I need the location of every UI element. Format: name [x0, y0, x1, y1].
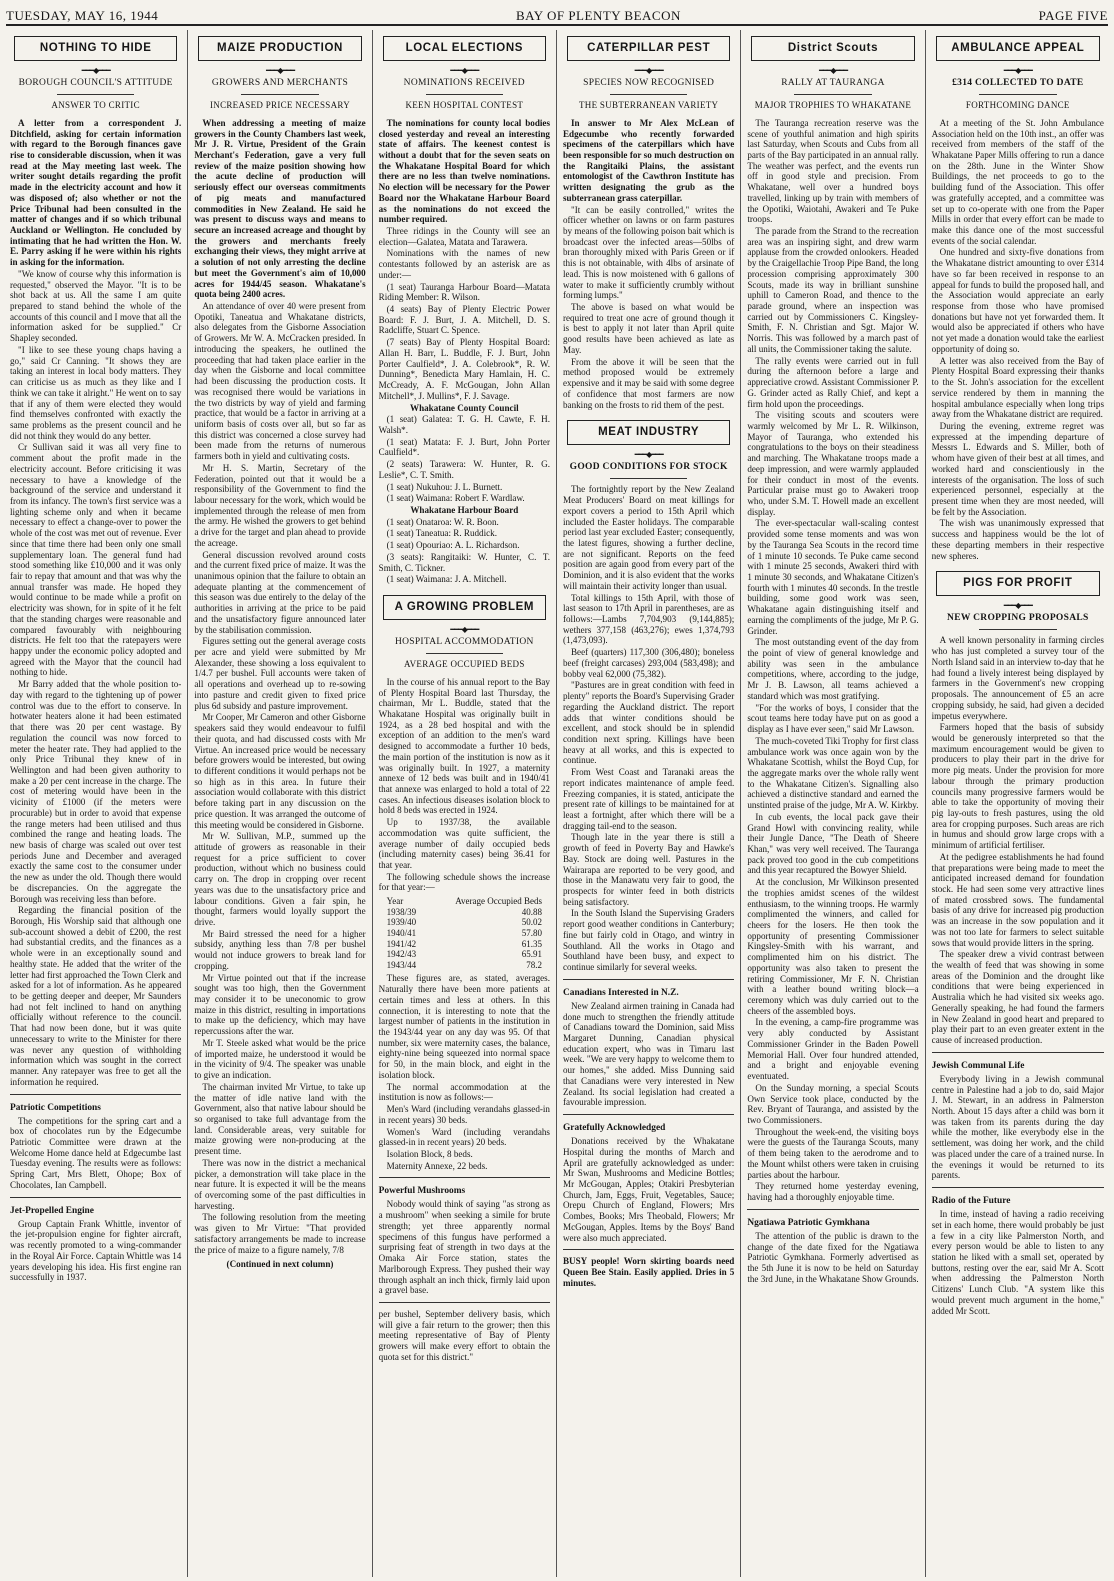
column-3 [373, 30, 557, 1577]
lead-paragraph: When addressing a meeting of maize growers in the County Chambers last week, Mr J. R. Virtue, President of the Grain Merchant's Federation, gave a very full review of the maize position showing how the acute decline of production will seriously effect our overseas commitments of pig meats and manufactured commodities in New Zealand. He said he was present to discuss ways and means to secure an increased acreage and thought by the growers and merchants freely exchanging their views, they might arrive at a solution of not only arresting the decline but meet the Government's aim of 10,000 acres for 1944/45 season. Whakatane's quota being 2400 acres. [194, 117, 366, 300]
lead-paragraph: The nominations for county local bodies closed yesterday and reveal an interesting state of affairs. The keenest contest is without a doubt that for the seven seats on the Whakatane Hospital Board for which there are no less than twelve nominations. No election will be necessary for the Power Board nor the Whakatane Harbour Board as the nominations do not exceed the number required. [378, 117, 550, 225]
brief-heading: Radio of the Future [931, 1196, 1011, 1207]
newspaper-page [4, 30, 1110, 1577]
paragraph: The Tauranga recreation reserve was the scene of youthful animation and high spirits last Saturday, when Scouts and Cubs from all parts of the Bay participated in an annual rally. The weather was perfect, and the events run off in good style and precision. From Whakatane, well over a hundred boys travelled, linking up by train with members of the Opotiki, Waiotahi, Awakeri and Te Puke troops. [747, 117, 919, 225]
divider-rule [563, 979, 734, 980]
table-cell: 1939/40 [386, 917, 417, 928]
paragraph: Nominations with the names of new contestants followed by an asterisk are as under:— [378, 248, 550, 280]
ornament: ━━━◆━━━ [265, 65, 295, 75]
paragraph: "I like to see these young chaps having a go," said Cr Canning. "It shows they are taking an interest in local body matters. They can criticise us as much as they like and I think we can take it alright." He went on to say that if any of them were elected they would find themselves confronted with exactly the same problems as the present council and he did not think they would do any better. [10, 344, 182, 441]
paragraph: The following schedule shows the increase for that year:— [378, 871, 550, 893]
paragraph: There was now in the district a mechanical picker, a demonstration will take place in the near future. It is expected it will be the means of overcoming some of the past difficulties in harvesting. [194, 1157, 366, 1211]
brief-heading: Gratefully Acknowledged [562, 1123, 666, 1134]
paragraph: (3 seats): Rangitaiki: W. Hunter, C. T. Smith, C. Tickner. [378, 551, 550, 573]
paragraph: Three ridings in the County will see an election—Galatea, Matata and Tarawera. [378, 226, 550, 247]
headline: PIGS FOR PROFIT [936, 571, 1100, 596]
paragraph: During the evening, extreme regret was expressed at the impending departure of Messrs L. Edwards and S. Miller, both of whom have given of their best at all times, and worked hard and conscientiously in the interests of the organisation. The loss of such experienced personnel, especially at the present time when they are most needed, will be felt by the Association. [931, 420, 1104, 517]
table-cell: 65.91 [521, 949, 542, 960]
divider-rule [379, 1177, 550, 1178]
paragraph: (1 seat) Taneatua: R. Ruddick. [386, 528, 497, 539]
lead-paragraph: In answer to Mr Alex McLean of Edgecumbe who recently forwarded specimens of the caterpillars which have been responsible for so much destruction on the Rangitaiki Plains, the assistant entomologist of the Cawthron Institute has written designating the grub as the subterranean grass caterpillar. [562, 117, 735, 203]
brief-text: The attention of the public is drawn to the change of the date fixed for the Ngatiawa Patriotic Gymkhana. Formerly advertised as the 5th June it is now to be held on Saturday the 3rd June, in the Whakatane Show Grounds. [747, 1230, 919, 1284]
subheading: THE SUBTERRANEAN VARIETY [578, 100, 719, 111]
headline: AMBULANCE APPEAL [936, 36, 1100, 61]
headline: District Scouts [751, 36, 914, 61]
subheading: INCREASED PRICE NECESSARY [209, 100, 350, 111]
deck: SPECIES NOW RECOGNISED [583, 78, 715, 88]
table-cell: 1938/39 [386, 906, 417, 917]
divider-rule [979, 629, 1057, 630]
paragraph: (1 seat) Onataroa: W. R. Boon. [386, 516, 499, 527]
paragraph: Mr Virtue pointed out that if the increase sought was too high, then the Government may consider it to be uneconomic to grow maize in this district, resulting in importations to make up the deficiency, which may have repercussions after the war. [194, 972, 366, 1037]
column-6 [926, 30, 1110, 1577]
headline: MAIZE PRODUCTION [198, 36, 361, 61]
table-row [387, 907, 542, 918]
ornament: ━━━◆━━━ [1003, 600, 1032, 610]
continued-text: per bushel, September delivery basis, which will give a fair return to the grower; then this meeting representative of Bay of Plenty growers will make every effort to obtain the quota set for this district." [378, 1308, 550, 1362]
ornament: ━━━◆━━━ [1003, 65, 1032, 75]
table-cell: 50.02 [521, 917, 542, 928]
paragraph: (1 seat) Tauranga Harbour Board—Matata Riding Member: R. Wilson. [378, 281, 550, 303]
paragraph: A well known personality in farming circles who has just completed a survey tour of the North Island said in an interview to-day that he had found a lively interest being displayed by farmers in the Government's new cropping proposals. The announcement of £5 an acre cropping subsidy, he said, had given a decided impetus everywhere. [931, 635, 1104, 721]
table-cell: 1941/42 [386, 938, 417, 949]
divider-rule [979, 94, 1057, 95]
paragraph: Women's Ward (including verandahs glassed-in in recent years) 20 beds. [378, 1126, 550, 1148]
table-cell: 57.80 [521, 928, 542, 939]
brief-text: In time, instead of having a radio receiving set in each home, there would probably be just a few in a city like Palmerston North, and every person would be able to listen to any station he liked with a small set, operated by buttons, resting over the ear, said Mr A. Scott when addressing the Palmerston North Citizens' Lunch Club. "A system like this would prevent much argument in the home," added Mr Scott. [931, 1209, 1104, 1316]
paragraph: They returned home yesterday evening, having had a thoroughly enjoyable time. [747, 1181, 919, 1202]
paragraph: (1 seat) Waimana: Robert F. Wardlaw. [386, 493, 525, 504]
masthead [6, 4, 1108, 26]
paragraph: The speaker drew a vivid contrast between the wealth of feed that was showing in some areas of the Dominion and the drought like conditions that were being experienced in Australia which he had visited six weeks ago. Generally speaking, he had found the farmers in New Zealand in good heart and prepared to play their part to an even greater extent in the cause of increased production. [931, 949, 1104, 1046]
beds-table [387, 896, 542, 970]
paragraph: The ever-spectacular wall-scaling contest provided some tense moments and was won by the Tauranga Sea Scouts in the record time of 1 minute 10 seconds. Te Puke came second with 1 minute 25 seconds, Awakeri third with 1 minute 30 seconds, and Whakatane Citizen's fourth with 1 minutes 40 seconds. In the trestle building, some good work was seen, Whakatane again distinguishing itself and earning the compliments of the judge, Mr P. G. Grinder. [747, 518, 919, 636]
paragraph: (1 seat) Opouriao: A. L. Richardson. [386, 540, 520, 551]
column-5 [741, 30, 925, 1577]
paragraph: Mr W. Sullivan, M.P., summed up the attitude of growers as reasonable in their request for a price sufficient to cover production, without which no business could carry on. The drop in cropping over recent years was due to the unsatisfactory price and labour conditions. Given a fair spin, he thought, farmers would loyally support the drive. [194, 831, 366, 927]
paragraph: Men's Ward (including verandahs glassed-in in recent years) 30 beds. [378, 1104, 550, 1125]
subheading: KEEN HOSPITAL CONTEST [405, 100, 524, 111]
paragraph: Figures setting out the general average costs per acre and yield were submitted by Mr Alexander, these showing a loss equivalent to 1/4.7 per bushel. Full accounts were taken of all operations and overhead up to re-sowing into pasture and credit given to fixed price plus 6d subsidy and pasture improvement. [194, 636, 366, 711]
ornament: ━━━◆━━━ [818, 65, 848, 75]
headline: CATERPILLAR PEST [567, 36, 730, 61]
issue-date: TUESDAY, MAY 16, 1944 [6, 8, 159, 23]
paragraph: "It can be easily controlled," writes the officer whether on lawns or on farm pastures by means of the following poison bait which is broadcast over the infected areas—50lbs of bran thoroughly mixed with Paris Green or if this is not obtainable, with 4lbs of arsinate of lead. This is now moistened with 6 gallons of water to make it sufficiently crumbly without forming lumps." [562, 204, 735, 301]
section-label: Whakatane County Council [409, 402, 519, 413]
paragraph: From the above it will be seen that the method proposed would be extremely expensive and it may be said with some degree of confidence that most farmers are now banking on the frosts to rid them of the pest. [562, 356, 735, 410]
paragraph: The normal accommodation at the institution is now as follows:— [378, 1081, 550, 1103]
headline: A GROWING PROBLEM [383, 595, 546, 620]
brief-text: The competitions for the spring cart and a box of chocolates run by the Edgecumbe Patriotic Committee were drawn at the Welcome Home dance held at Edgecumbe last Tuesday evening. The results were as follows: Spring Cart, Mrs Blett, Ohope; Box of Chocolates, Ian Campbell. [10, 1115, 182, 1190]
column-4 [557, 30, 741, 1577]
brief-heading: Patriotic Competitions [10, 1102, 101, 1113]
paragraph: General discussion revolved around costs and the current fixed price of maize. It was the unanimous opinion that the failure to obtain an adequate planting at the commencement of this season was due entirely to the delay of the authorities in arriving at the price to be paid and the unsatisfactory figure announced later by the stabilisation commission. [194, 549, 366, 635]
paragraph: Mr Cooper, Mr Cameron and other Gisborne speakers said they would endeavour to fulfil their quota, and had discussed costs with Mr Virtue. An increased price would be necessary before growers would be interested, but owing to different conditions it would perhaps not be so high as in this area. In future their association would collaborate with this district before taking part in any discussion on the price question. It was arranged the outcome of this meeting would be considered in Gisborne. [194, 712, 366, 830]
paragraph: In the evening, a camp-fire programme was very ably conducted by Assistant Commissioner Grinder in the Baden Powell Memorial Hall. Over four hundred attended, and a bright and enjoyable evening eventuated. [747, 1017, 919, 1082]
ornament: ━━━◆━━━ [450, 65, 479, 75]
brief-text: Nobody would think of saying "as strong as a mushroom" when seeking a simile for brute strength; yet three apparently normal specimens of this fungus have performed a surprising feat of strength in two days at the Omaka Air Force station, states the Marlborough Express. They pushed their way through asphalt an inch thick, firmly laid upon a gravel base. [378, 1199, 550, 1296]
paragraph: The following resolution from the meeting was given to Mr Virtue: "That provided satisfactory arrangements be made to increase the price of maize to a figure namely, 7/8 [194, 1212, 366, 1255]
column-1 [4, 30, 188, 1577]
paragraph: The parade from the Strand to the recreation area was an inspiring sight, and drew warm applause from the crowded onlookers. Headed by the Craigellachie Troop Pipe Band, the long procession comprising approximately 300 Scouts, made its way in brilliant sunshine uphill to Cameron Road, and thence to the parade ground, where an inspection was carried out by Commissioners C. Kingsley-Smith, F. N. Christian and Sgt. Major W. Norris. This was followed by a march past of all units, the Commissioner taking the salute. [747, 226, 919, 354]
deck: RALLY AT TAURANGA [781, 78, 885, 88]
brief-text: New Zealand airmen training in Canada had done much to strengthen the friendly attitude of Canadians toward the Dominion, said Miss Margaret Dunning, Canadian physical education expert, who was in Timaru last week. "We are very happy to welcome them to our homes," she added. Miss Dunning said that Canadians were very interested in New Zealand. Its social legislation had created a favourable impression. [562, 1000, 735, 1108]
paragraph: In the South Island the Supervising Graders report good weather conditions in Canterbury; fine but fairly cold in Otago, and wintry in Southland. All the works in Otago and Southland have been busy, and expect to continue similarly for several weeks. [562, 908, 735, 973]
paragraph: At a meeting of the St. John Ambulance Association held on the 10th inst., an offer was received from members of the staff of the Whakatane Paper Mills offering to run a dance on the 28th. June in the Winter Show Buildings, the net proceeds to go to the building fund of the Association. This offer was gratefully accepted, and a committee was set up to co-operate with one from the Paper Mills in order that every effort can be made to make this dance one of the most successful events of the social calendar. [931, 117, 1104, 246]
deck: GOOD CONDITIONS FOR STOCK [569, 462, 728, 473]
paragraph: These figures are, as stated, averages. Naturally there have been more patients at certain times and less at others. In this connection, it is interesting to note that the largest number of patients in the institution in the 1943/44 year on any day was 95. Of that number, six were maternity cases, the balance, eighty-nine being squeezed into normal space for 50, in the main block, and eight in the isolation block. [378, 973, 550, 1080]
paragraph: "Pastures are in great condition with feed in plenty" reports the Board's Supervising Grader regarding the Auckland district. The report adds that winter conditions should be excellent, and stock should be in splendid condition next spring. Killings have been heavy at all works, and this is expected to continue. [562, 680, 735, 766]
paragraph: In cub events, the local pack gave their Grand Howl with convincing reality, while their Jungle Dance, "The Death of Sheere Khan," was very well received. The Tauranga pack proved too good in the cub competitions and this year recaptured the Bowyer Shield. [747, 811, 919, 876]
table-col-beds: Average Occupied Beds [455, 896, 542, 907]
ornament: ━━━◆━━━ [634, 449, 663, 459]
table-row [387, 917, 542, 928]
paragraph: At the pedigree establishments he had found that preparations were being made to meet the anticipated increased demand for foundation stock. He had seen some very attractive lines of mated crossbred sows. The fundamental basis of any drive for increased pig production was an increase in the sow population and it was not too late for farmers to select suitable sows that would provide litters in the spring. [931, 851, 1104, 948]
paragraph: The fortnightly report by the New Zealand Meat Producers' Board on meat killings for export covers a period to 15th April which included the Easter holidays. The comparable period last year excluded Easter; consequently, the latest figures, showing a further decline, are not significant. Reports on the feed position are again good from every part of the Dominion, and it is also evident that the works will maintain their activity longer than usual. [562, 484, 735, 591]
divider-rule [10, 1197, 181, 1198]
headline: NOTHING TO HIDE [14, 36, 177, 61]
divider-rule [794, 94, 871, 95]
paragraph: Maternity Annexe, 22 beds. [386, 1160, 488, 1171]
paragraph: One hundred and sixty-five donations from the Whakatane district amounting to over £314 have so far been received in response to an appeal for funds to build the proposed hall, and the Association would appreciate an early response from those who have promised donations but have not yet forwarded them. It would also be appreciated if others who have not yet made a donation would take the earliest opportunity of doing so. [931, 247, 1104, 354]
lead-paragraph: A letter from a correspondent J. Ditchfield, asking for certain information with regard to the Borough finances gave rise to considerable discussion, when it was read at the May meeting last week. The writer sought details regarding the profit made in the electricity account and how it was disposed of; also whether or not the Price Tribunal had been consulted in the matter of changes and if so which tribunal Auckland or Wellington. He concluded by intimating that he had written the Hon. W. E. Parry asking if he were within his rights in asking for the information. [10, 117, 182, 268]
paragraph: "We know of course why this information is requested," observed the Mayor. "It is to be shot back at us. All the same I am quite prepared to stand behind the whole of the accounts of this council and I move that all the information asked for be supplied." Cr Shapley seconded. [10, 268, 182, 344]
table-row [387, 949, 542, 960]
paragraph: Mr T. Steele asked what would be the price of imported maize, he understood it would be in the vicinity of 9/4. The speaker was unable to give an indication. [194, 1037, 366, 1081]
divider-rule [610, 94, 687, 95]
paragraph: Regarding the financial position of the Borough, His Worship said that although one sub-account showed a debit of £200, the rest had substantial credits, and the finances as a whole were in an exceptionally sound and healthy state. He added that the writer of the letter had first approached the Town Clerk and asked for a lot of information. As he appeared to be getting deeper and deeper, Mr Saunders had not felt inclined to hand on anything officially without reference to the council. That had now been done, but it was quite unnecessary to write to the Minister for there was never any question of withholding information which was sought in the correct manner. Any ratepayer was free to get all the information he required. [10, 905, 182, 1087]
paragraph: Mr H. S. Martin, Secretary of the Federation, pointed out that it would be a responsibility of the Government to find the labour necessary for the work, which would be implemented through the release of men from the army. He wished the growers to get behind a drive for the target and plan ahead to provide the acreage. [194, 462, 366, 548]
table-col-year: Year [386, 896, 404, 907]
paragraph: Beef (quarters) 117,300 (306,480); boneless beef (freight carcases) 293,004 (583,498); and bobby veal 62,000 (75,382). [562, 647, 735, 679]
paragraph: Isolation Block, 8 beds. [386, 1148, 473, 1159]
section-label: Whakatane Harbour Board [410, 504, 519, 515]
table-row [387, 960, 542, 971]
column-2 [188, 30, 372, 1577]
table-cell: 61.35 [521, 938, 542, 949]
paragraph: (1 seat) Waimana: J. A. Mitchell. [386, 574, 507, 585]
divider-rule [10, 1094, 181, 1095]
ornament: ━━━◆━━━ [634, 65, 663, 75]
paragraph: In the course of his annual report to the Bay of Plenty Hospital Board last Thursday, the chairman, Mr L. Buddle, stated that the Whakatane Hospital was originally built in 1924, as a 28 bed hospital and with the exception of an addition to the men's ward designed to accommodate a further 10 beds, the main portion of the institution is now as it was originally built. In 1927, a maternity annexe of 12 beds was built and in 1940/41 that annexe was enlarged to hold a total of 22 cases. An infectious diseases isolation block to hold 8 beds was erected in 1924. [378, 676, 550, 816]
page-number: PAGE FIVE [1038, 8, 1108, 23]
brief-text: Group Captain Frank Whittle, inventor of the jet-propulsion engine for fighter aircraft, was recently promoted to a wing-commander in the Royal Air Force. Captain Whittle was 14 years developing his idea. His first engine ran successfully in 1937. [10, 1218, 182, 1283]
paragraph: Cr Sullivan said it was all very fine to comment about the profit made in the electricity account. Before criticising it was necessary to have a knowledge of the background of the service and understand it from its infancy. The town's first service was a lighting scheme only and when it became necessary to effect a change-over to power the whole of the cost was met out of revenue. Ever since that time there had been only one small supplementary loan. The general fund had stood something like £10,000 and it was only fair to repay that amount and that was why the annual transfer was made. He hoped they would continue to be made while a profit on electricity was shown, for in spite of it he felt that the standing charges were reasonable and compared favourably with neighbouring districts. He felt too that the ratepayers were happy under the economic policy adopted and agreed with the Mayor that the council had nothing to hide. [10, 442, 182, 678]
table-cell: 1940/41 [386, 928, 417, 939]
divider-rule [932, 1052, 1104, 1053]
paragraph: Total killings to 15th April, with those of last season to 17th April in parentheses, are as follows:—Lambs 7,704,903 (9,144,885); wethers 377,158 (463,276); ewes 1,374,793 (1,473,093). [562, 592, 735, 646]
deck: HOSPITAL ACCOMMODATION [394, 637, 534, 647]
table-header [387, 896, 542, 907]
brief-text: Donations received by the Whakatane Hospital during the months of March and April are gratefully acknowledged as under: Mr Swan, Mushrooms and Medicine Bottles; Mr McGougan, Apples; Otakiri Presbyterian Church, Jam, Eggs, Fruit, Vegetables, Sauce; Orepu Church of England, Flowers; Mrs Combes, Books; Mrs Theobald, Flowers; Mr McGougan, Apples. Items by the Boys' Band were also much appreciated. [562, 1136, 735, 1243]
table-row [387, 939, 542, 950]
brief-text: Everybody living in a Jewish communal centre in Palestine had a job to do, said Major J. M. Stewart, in an address in Palmerston North. About 15 days after a child was born it was taken from its parents during the day while the mother, like everybody else in the settlement, was doing her work, and the child was placed under the care of a trained nurse. In the evenings it would be returned to its parents. [931, 1073, 1104, 1181]
subheading: MAJOR TROPHIES TO WHAKATANE [754, 100, 912, 111]
deck: BOROUGH COUNCIL'S ATTITUDE [18, 78, 173, 88]
divider-rule [426, 94, 503, 95]
subheading: AVERAGE OCCUPIED BEDS [403, 659, 525, 670]
divider-rule [932, 1187, 1104, 1188]
paragraph: (7 seats) Bay of Plenty Hospital Board: Allan H. Barr, L. Buddle, F. J. Burt, John Porter Caulfield*, J. A. Colebrook*, R. W. Dunning*, Benedicta Mary Hamlain, H. C. McCready, A. F. McGougan, John Allan Mitchell*, J. Mullins*, F. J. Savage. [378, 337, 550, 401]
paragraph: (1 seat) Matata: F. J. Burt, John Porter Caulfield*. [378, 436, 550, 458]
divider-rule [747, 1209, 918, 1210]
paragraph: (1 seat) Nukuhou: J. L. Burnett. [386, 481, 503, 492]
deck: NEW CROPPING PROPOSALS [947, 613, 1089, 624]
paragraph: From West Coast and Taranaki areas the report indicates maintenance of ample feed. Freezing companies, it is stated, anticipate the present rate of killings to be maintained for at least a fortnight, after which there will be a dragging tail-end to the season. [562, 767, 735, 831]
paragraph: The chairman invited Mr Virtue, to take up the matter of idle native land with the Government, also that native labour should be so organised to take full advantage from the land. Considerable areas, very suitable for maize growing were non-producing at the present time. [194, 1081, 366, 1157]
paragraph: The much-coveted Tiki Trophy for first class ambulance work was once again won by the Whakatane Scottish, whilst the Boyd Cup, for the aggregate marks over the whole rally went to the Whakatane Citizen's. Signalling also achieved a distinctive standard and earned the unstinted praise of the judge, Mr A. W. Kirkby. [747, 735, 919, 811]
divider-rule [57, 94, 134, 95]
paragraph: Mr Baird stressed the need for a higher subsidy, anything less than 7/8 per bushel would not induce growers to break land for cropping. [194, 928, 366, 971]
paragraph: (1 seat) Galatea: T. G. H. Cawte, F. H. Walsh*. [378, 414, 550, 435]
paragraph: The most outstanding event of the day from the point of view of general knowledge and ability was seen in the ambulance competitions, where, according to the judge, Mr J. B. Lawson, all teams achieved a standard which was most gratifying. [747, 637, 919, 701]
ornament: ━━━◆━━━ [450, 624, 479, 634]
paragraph: Though late in the year there is still a growth of feed in Poverty Bay and Hawke's Bay. Stock are doing well. Pastures in the Wairarapa are reported to be very good, and those in the Manawatu very fair to good, the prospects for winter feed in both districts being satisfactory. [562, 832, 735, 907]
table-cell: 1943/44 [386, 959, 417, 970]
deck: NOMINATIONS RECEIVED [403, 78, 525, 88]
paragraph: Mr Barry added that the whole position to-day with regard to the tightening up of power control was due to the effort to conserve. In hotwater heaters alone it had been estimated that there was 20 per cent wastage. By regulation the council was now forced to meter the heater rate. They had applied to the only Price Tribunal they knew of in Wellington and had been given authority to make a 20 per cent increase in the charge. The cost of metering would have been in the vicinity of £1000 (if the meters were procurable) but in order to avoid that expense the range meters had been utilised and thus combined the range and heating loads. The new basis of charge was scaled out over test periods June and December and averaged exactly the same cost to the consumer under the new as under the old. Though there would be discrepancies. On the aggregate the Borough was receiving less than before. [10, 679, 182, 904]
divider-rule [241, 94, 318, 95]
paragraph: On the Sunday morning, a special Scouts Own Service took place, conducted by the Rev. Bryant of Tauranga, and assisted by the two Commissioners. [747, 1082, 919, 1125]
subheading: FORTHCOMING DANCE [965, 100, 1070, 111]
divider-rule [426, 653, 503, 654]
paragraph: Up to 1937/38, the available accommodation was quite sufficient, the average number of daily occupied beds (including maternity cases) being 36.41 for that year. [378, 817, 550, 871]
paragraph: The rally events were carried out in full during the afternoon before a large and appreciative crowd. Assistant Commissioner P. G. Grinder acted as Rally Chief, and kept a firm hold upon the proceedings. [747, 355, 919, 409]
table-cell: 40.88 [521, 906, 542, 917]
paragraph: "For the works of boys, I consider that the scout teams here today have put on as good a display as I have ever seen," said Mr Lawson. [747, 702, 919, 735]
divider-rule [563, 1114, 734, 1115]
divider-rule [379, 1302, 550, 1303]
table-cell: 1942/43 [386, 949, 417, 960]
divider-rule [563, 1249, 734, 1250]
paragraph: Farmers hoped that the basis of subsidy would be generously interpreted so that the maximum encouragement would be given to producers to play their part in the drive for more pig meats. Under the provision for more labour through the primary production councils many progressive farmers would be able to take the opportunity of moving their pig lay-outs to fresh pastures, using the old area for cropping purposes. Such areas are rich in humus and should grow large crops with a minimum of artificial fertiliser. [931, 722, 1104, 851]
headline: LOCAL ELECTIONS [383, 36, 546, 61]
continued-note: (Continued in next column) [226, 1259, 334, 1270]
brief-heading: Jewish Communal Life [931, 1060, 1025, 1071]
table-row [387, 928, 542, 939]
brief-heading: Powerful Mushrooms [378, 1186, 466, 1197]
paragraph: (2 seats) Tarawera: W. Hunter, R. G. Leslie*, C. T. Smith. [378, 459, 550, 480]
paragraph: An attendance of over 40 were present from Opotiki, Taneatua and Whakatane districts, also delegates from the Gisborne Association of Growers. Mr W. A. McCracken presided. In introducing the speakers, he outlined the proceeding that had taken place earlier in the day when the Gisborne and local committee had been discussing the production costs. It was recognised there would be variations in the two districts by way of yield and farming practice, that would be a factor in arriving at a uniform basis of costs over all, but so far as this district was concerned a close survey had been made from the returns of numerous farmers both in yield and cultivating costs. [194, 301, 366, 462]
divider-rule [610, 478, 687, 479]
brief-heading: Jet-Propelled Engine [10, 1205, 94, 1216]
brief-heading: Canadians Interested in N.Z. [562, 987, 679, 998]
brief-heading: Ngatiawa Patriotic Gymkhana [747, 1217, 870, 1228]
ornament: ━━━◆━━━ [81, 65, 110, 75]
paragraph: (4 seats) Bay of Plenty Electric Power Board: F. J. Burt, J. A. Mitchell, D. S. Radcliffe, Stuart C. Spence. [378, 304, 550, 336]
newspaper-name: BAY OF PLENTY BEACON [515, 8, 681, 23]
deck: £314 COLLECTED TO DATE [952, 78, 1084, 88]
paragraph: The above is based on what would be required to treat one acre of ground though it is best to apply it not later than April quite good results have been achieved as late as May. [562, 302, 735, 355]
subheading: ANSWER TO CRITIC [51, 100, 140, 111]
paragraph: Throughout the week-end, the visiting boys were the guests of the Tauranga Scouts, many of them being taken to the aerodrome and to the Mount whilst others were taken in cruising parties about the harbour. [747, 1126, 919, 1180]
headline: MEAT INDUSTRY [567, 420, 730, 445]
paragraph: The visiting scouts and scouters were warmly welcomed by Mr L. R. Wilkinson, Mayor of Tauranga, who extended his congratulations to the boys on their steadiness and marching. The Whakatane troops made a deep impression, and were warmly applauded for their conduct in most of the events. Particular praise must go to Awakeri troop who, under S.M. T. Howell made an excellent display. [747, 410, 919, 517]
paragraph: A letter was also received from the Bay of Plenty Hospital Board expressing their thanks to the St. John's association for the excellent service rendered by them in manning the hospital ambulance especially when long trips away from the Whakatane district are required. [931, 355, 1104, 420]
paragraph: The wish was unanimously expressed that success and happiness would be the lot of these departing members in their respective new spheres. [931, 518, 1104, 561]
advertisement: BUSY people! Worn skirting boards need Queen Bee Stain. Easily applied. Dries in 5 minutes. [562, 1256, 735, 1288]
table-cell: 78.2 [526, 959, 542, 970]
paragraph: At the conclusion, Mr Wilkinson presented the trophies amidst scenes of the wildest enthusiasm, to the winning troops. He warmly complimented the winners, and called for cheers for the losers. He then took the opportunity of presenting Commissioner Kingsley-Smith with his warrant, and complimented him on his district. The opportunity was also taken to present the retiring Commissioner, Mr F. N. Christian with a leather bound writing block—a ceremony which was duly carried out to the cheers of the assembled boys. [747, 877, 919, 1016]
deck: GROWERS AND MERCHANTS [211, 78, 349, 88]
